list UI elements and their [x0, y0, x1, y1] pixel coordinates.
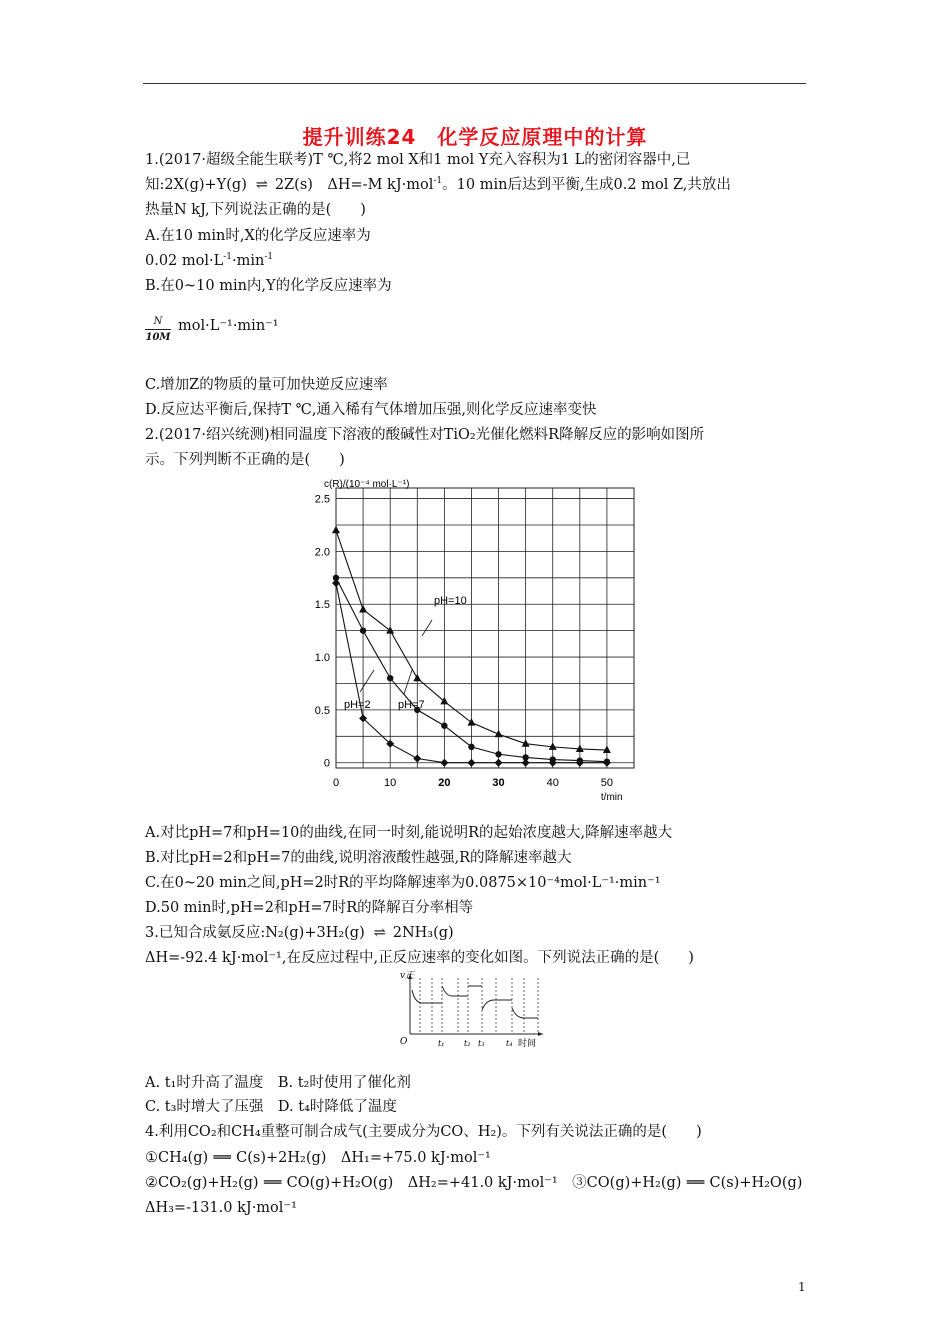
data-point-triangle — [413, 674, 421, 682]
equilibrium-arrow-icon: ⇌ — [373, 925, 384, 941]
rate-time-chart — [398, 968, 548, 1050]
data-point-diamond — [522, 759, 530, 767]
q3-options-cd: C. t₃时增大了压强 D. t₄时降低了温度 — [145, 1099, 397, 1115]
data-point-circle — [441, 723, 447, 729]
y-tick-label: 2.5 — [314, 493, 330, 506]
q4-line2: ①CH₄(g) ══ C(s)+2H₂(g) ΔH₁=+75.0 kJ·mol⁻¹ — [145, 1150, 491, 1166]
origin-label: O — [400, 1037, 408, 1047]
data-point-circle — [360, 627, 366, 633]
q4-line3: ②CO₂(g)+H₂(g) ══ CO(g)+H₂O(g) ΔH₂=+41.0 kJ·mol⁻¹ ③CO(g)+H₂(g) ══ C(s)+H₂O(g) — [145, 1175, 803, 1191]
q3-line1: 3.已知合成氨反应:N₂(g)+3H₂(g) ⇌ 2NH₃(g) — [145, 925, 454, 941]
q2-option-b: B.对比pH=2和pH=7的曲线,说明溶液酸性越强,R的降解速率越大 — [145, 850, 572, 866]
x-tick-label: 40 — [546, 777, 559, 789]
x-tick-label: 30 — [492, 777, 505, 789]
pointer-line — [404, 670, 412, 694]
t1-label: t₁ — [438, 1039, 445, 1048]
data-point-triangle — [440, 697, 448, 705]
header-rule — [143, 83, 806, 84]
q1-option-d: D.反应达平衡后,保持T ℃,通入稀有气体增加压强,则化学反应速率变快 — [145, 402, 597, 418]
q1-option-b1: B.在0~10 min内,Y的化学反应速率为 — [145, 278, 392, 294]
y-tick-label: 2.0 — [314, 546, 330, 559]
q1-line3: 热量N kJ,下列说法正确的是( ) — [145, 202, 366, 218]
x-tick-label: 0 — [332, 777, 340, 789]
data-point-triangle — [359, 605, 367, 613]
q1-line2: 知:2X(g)+Y(g) ⇌ 2Z(s) ΔH=-M kJ·mol$^{-1}$。10 min后达到平衡,生成0.2 mol Z,共放出 — [145, 176, 731, 193]
plot-frame — [336, 488, 634, 768]
rate-segment-1 — [412, 990, 442, 1003]
q4-line4: ΔH₃=-131.0 kJ·mol⁻¹ — [145, 1200, 297, 1216]
q3-options-ab: A. t₁时升高了温度 B. t₂时使用了催化剂 — [145, 1075, 411, 1091]
y-tick-label: 1.5 — [314, 599, 330, 612]
rate-segment-4 — [482, 1000, 512, 1010]
data-point-diamond — [467, 759, 475, 767]
equals-sign-icon: ══ — [686, 1175, 705, 1191]
data-point-triangle — [467, 718, 475, 726]
equilibrium-arrow-icon: ⇌ — [255, 177, 266, 193]
x-axis-arrow-icon — [538, 1032, 543, 1036]
y-axis-title: c(R)/(10⁻⁴ mol·L⁻¹) — [324, 479, 410, 490]
t2-label: t₂ — [464, 1039, 471, 1048]
data-point-triangle — [332, 526, 340, 534]
data-point-diamond — [495, 759, 503, 767]
page-title: 提升训练24 化学反应原理中的计算 — [302, 125, 648, 149]
fraction-n-over-10m: N 10M — [145, 316, 171, 343]
q1-option-b-unit: mol·L⁻¹·min⁻¹ — [178, 318, 279, 334]
y-tick-label: 1.0 — [314, 652, 330, 665]
y-tick-label: 0 — [323, 757, 330, 770]
series-label-pH=2: pH=2 — [344, 699, 371, 711]
x-tick-label: 50 — [600, 777, 614, 789]
t4-label: t₄ — [506, 1039, 513, 1048]
q2-line1: 2.(2017·绍兴统测)相同温度下溶液的酸碱性对TiO₂光催化燃料R降解反应的影响如图所 — [145, 427, 705, 443]
series-label-pH=10: pH=10 — [434, 595, 467, 607]
data-point-diamond — [332, 579, 340, 587]
data-point-circle — [495, 751, 501, 757]
q1-option-a2: 0.02 $mol\cdot L^{-1}\cdot\min^{-1}$ — [145, 252, 274, 269]
t3-label: t₃ — [478, 1039, 485, 1048]
q3-line2: ΔH=-92.4 kJ·mol⁻¹,在反应过程中,正反应速率的变化如图。下列说法正确的是( ) — [145, 950, 694, 966]
x-tick-label: 10 — [384, 777, 397, 789]
q1-option-c: C.增加Z的物质的量可加快逆反应速率 — [145, 377, 388, 393]
series-label-pH=7: pH=7 — [398, 699, 425, 711]
y-tick-label: 0.5 — [314, 704, 330, 717]
data-point-triangle — [386, 626, 394, 634]
pointer-line — [422, 620, 432, 636]
q2-option-a: A.对比pH=7和pH=10的曲线,在同一时刻,能说明R的起始浓度越大,降解速率越大 — [145, 825, 673, 841]
q2-line2: 示。下列判断不正确的是( ) — [145, 452, 345, 468]
data-point-triangle — [603, 746, 611, 754]
degradation-chart — [300, 474, 640, 806]
data-point-diamond — [413, 754, 421, 762]
q4-line1: 4.利用CO₂和CH₄重整可制合成气(主要成分为CO、H₂)。下列有关说法正确的是( ) — [145, 1124, 702, 1140]
equals-sign-icon: ══ — [263, 1175, 282, 1191]
data-point-circle — [468, 744, 474, 750]
page-number: 1 — [798, 1280, 806, 1294]
y-axis-label: v正 — [400, 971, 415, 981]
x-axis-title: t/min — [600, 792, 623, 803]
x-axis-label: 时间 — [518, 1039, 537, 1049]
data-point-circle — [387, 675, 393, 681]
data-point-diamond — [440, 759, 448, 767]
q2-option-c: C.在0~20 min之间,pH=2时R的平均降解速率为0.0875×10⁻⁴mol·L⁻¹·min⁻¹ — [145, 875, 661, 891]
q1-line1: 1.(2017·超级全能生联考)T ℃,将2 mol X和1 mol Y充入容积为1 L的密闭容器中,已 — [145, 152, 691, 168]
x-tick-label: 20 — [438, 777, 451, 789]
data-point-diamond — [603, 759, 611, 767]
pointer-line — [360, 670, 374, 692]
equals-sign-icon: ══ — [213, 1150, 231, 1166]
q1-option-a1: A.在10 min时,X的化学反应速率为 — [145, 228, 371, 244]
rate-segment-2 — [442, 986, 468, 996]
q2-option-d: D.50 min时,pH=2和pH=7时R的降解百分率相等 — [145, 900, 474, 916]
rate-segment-5 — [512, 1008, 538, 1018]
